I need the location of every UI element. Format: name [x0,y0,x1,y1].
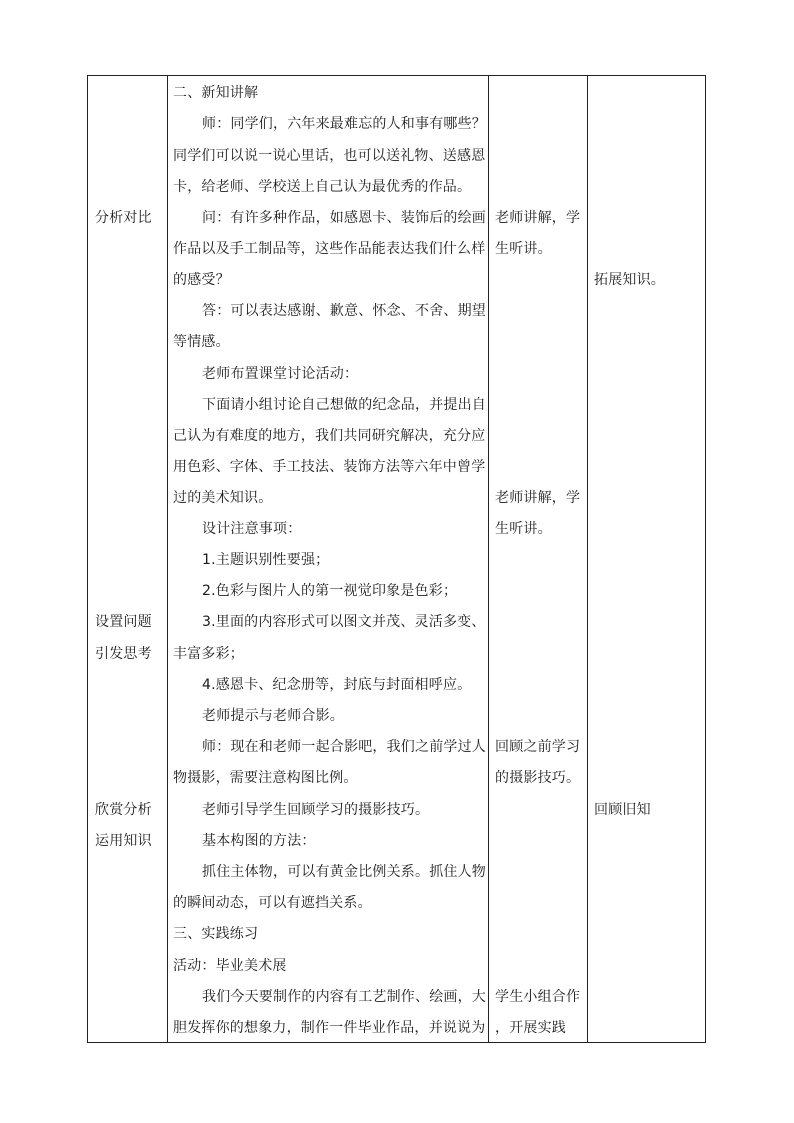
activity-line: 生听讲。 [495,521,552,537]
activity-line: 的摄影技巧。 [495,770,581,786]
content-line: 卡，给老师、学校送上自己认为最优秀的作品。 [173,179,472,195]
list-item: 1.主题识别性要强； [202,552,330,568]
column-divider-3 [587,76,588,1042]
content-line: 胆发挥你的想象力，制作一件毕业作品，并说说为 [173,1020,486,1036]
content-line: 基本构图的方法： [202,833,316,849]
list-item: 2.色彩与图片人的第一视觉印象是色彩； [202,583,458,599]
content-line: 答：可以表达感谢、歉意、怀念、不舍、期望 [202,303,486,319]
content-line: 的感受？ [173,272,230,288]
content-line: 师：现在和老师一起合影吧，我们之前学过人 [202,739,486,755]
content-line: 同学们可以说一说心里话，也可以送礼物、送感恩 [173,148,486,164]
list-item: 3.里面的内容形式可以图文并茂、灵活多变、 [202,614,486,630]
content-line: 用色彩、字体、手工技法、装饰方法等六年中曾学 [173,459,486,475]
content-line: 师：同学们，六年来最难忘的人和事有哪些？ [202,116,486,132]
content-line: 过的美术知识。 [173,490,273,506]
stage-label: 引发思考 [95,646,152,662]
activity-line: 回顾之前学习 [495,739,581,755]
content-line: 问：有许多种作品，如感恩卡、装饰后的绘画 [202,210,486,226]
content-line: 物摄影，需要注意构图比例。 [173,770,358,786]
section-heading: 三、实践练习 [173,926,259,942]
column-divider-1 [167,76,168,1042]
purpose-label: 拓展知识。 [594,272,665,288]
content-line: 老师提示与老师合影。 [202,708,344,724]
content-line: 老师引导学生回顾学习的摄影技巧。 [202,802,430,818]
activity-line: 生听讲。 [495,241,552,257]
section-heading: 二、新知讲解 [173,85,259,101]
content-line: 我们今天要制作的内容有工艺制作、绘画，大 [202,989,486,1005]
content-line: 设计注意事项： [202,521,302,537]
content-line: 活动：毕业美术展 [173,958,287,974]
stage-label: 设置问题 [95,614,152,630]
activity-line: 学生小组合作 [495,989,581,1005]
content-line: 作品以及手工制品等，这些作品能表达我们什么样 [173,241,486,257]
stage-label: 运用知识 [95,833,152,849]
content-line: 老师布置课堂讨论活动： [202,366,359,382]
list-item: 4.感恩卡、纪念册等，封底与封面相呼应。 [202,677,472,693]
activity-line: 老师讲解，学 [495,490,581,506]
list-item: 丰富多彩； [173,646,244,662]
content-line: 抓住主体物，可以有黄金比例关系。抓住人物 [202,864,486,880]
content-line: 的瞬间动态，可以有遮挡关系。 [173,895,372,911]
activity-line: 老师讲解，学 [495,210,581,226]
activity-line: ，开展实践 [495,1020,566,1036]
column-divider-2 [488,76,489,1042]
content-line: 下面请小组讨论自己想做的纪念品，并提出自 [202,397,486,413]
purpose-label: 回顾旧知 [594,802,651,818]
content-line: 己认为有难度的地方，我们共同研究解决，充分应 [173,428,486,444]
content-line: 等情感。 [173,334,230,350]
stage-label: 分析对比 [95,210,152,226]
stage-label: 欣赏分析 [95,802,152,818]
